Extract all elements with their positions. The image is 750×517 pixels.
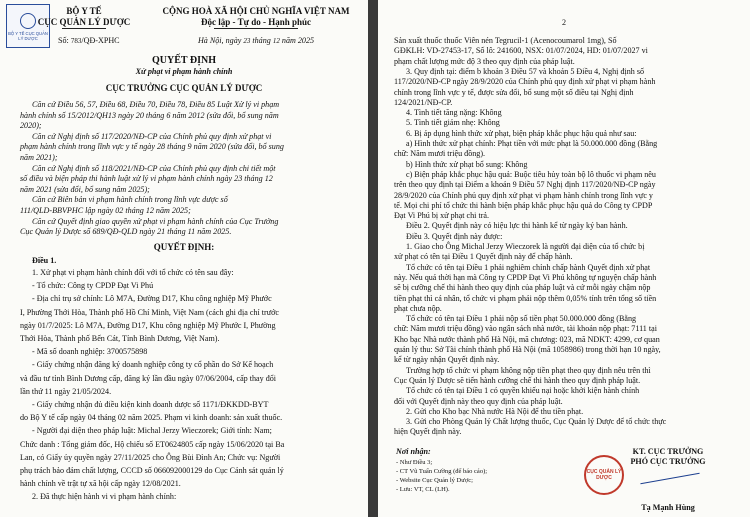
text-line: 117/2020/NĐ-CP ngày 28/9/2020 của Chính phủ quy định xử phạt vi phạm hành xyxy=(394,77,656,87)
text-line: 3. Gửi cho Phòng Quản lý Chất lượng thuốc, Cục Quản lý Dược để tổ chức thực xyxy=(406,417,667,427)
text-line: Thới Hòa, Thành phố Bến Cát, Tỉnh Bình Dương, Việt Nam). xyxy=(20,334,220,343)
document-page-2 xyxy=(378,0,750,517)
text-line: Chức danh : Tổng giám đốc, Hộ chiếu số ET0624805 cấp ngày 15/06/2020 tại Ba xyxy=(20,439,285,449)
text-line: 2020); xyxy=(20,121,42,131)
text-line: kể từ ngày nhận Quyết định này. xyxy=(394,355,500,365)
text-line: 2. Gửi cho Kho bạc Nhà nước Hà Nội để thu tiền phạt. xyxy=(406,406,584,416)
text-line: 6. Bị áp dụng hình thức xử phạt, biện pháp khắc phục hậu quả như sau: xyxy=(406,128,637,138)
text-line: - Như Điều 3; xyxy=(396,459,433,466)
ministry-logo: BỘ Y TẾ CỤC QUẢN LÝ DƯỢC xyxy=(6,4,50,48)
text-line: tế. Mọi chi phí tổ chức thi hành biện pháp khắc phục hậu quả do Công ty CPDP xyxy=(394,200,653,210)
text-line: Cục Quản lý Dược số 689/QĐ-QLD ngày 21 tháng 11 năm 2025. xyxy=(20,227,232,237)
text-line: hành chính số 15/2012/QH13 ngày 20 tháng 6 năm 2012 (sửa đổi, bổ sung năm xyxy=(20,110,279,120)
text-line: ngày 01/7/2025: Lô M7A, Đường D17, Khu công nghiệp Mỹ Phước I, Phường xyxy=(20,320,276,330)
text-line: lần thứ 11 ngày 21/05/2024. xyxy=(20,386,112,396)
national-motto: Độc lập - Tự do - Hạnh phúc xyxy=(200,17,311,27)
text-line: năm 2021); xyxy=(20,153,58,162)
text-line: - Tổ chức: Công ty CPDP Đạt Vi Phú xyxy=(32,281,154,291)
agency-name: CỤC QUẢN LÝ DƯỢC xyxy=(37,17,131,27)
text-line: Trường hợp tổ chức vi phạm không nộp tiền phạt theo quy định nêu trên thì xyxy=(406,365,651,375)
text-line: Căn cứ Biên bản vi phạm hành chính trong lĩnh vực dược số xyxy=(32,195,228,205)
issuing-authority: CỤC TRƯỞNG CỤC QUẢN LÝ DƯỢC xyxy=(105,83,263,93)
text-line: - Người đại diện theo pháp luật: Michal Jerzy Wieczorek; Giới tính: Nam; xyxy=(32,426,272,436)
text-line: a) Hình thức xử phạt chính: Phạt tiền với mức phạt là 50.000.000 đồng (Bằng xyxy=(406,139,658,148)
text-line: hành chính về trật tự xã hội cấp ngày 12/08/2021. xyxy=(20,479,181,489)
text-line: - CT Vũ Tuấn Cường (để báo cáo); xyxy=(396,468,488,475)
text-line: Căn cứ Điều 56, 57, Điều 68, Điều 70, Điều 78, Điều 85 Luật Xử lý vi phạm xyxy=(32,100,280,109)
text-line: phạm chất lượng mức độ 3 theo quy định của pháp luật. xyxy=(394,56,575,66)
text-line: Căn cứ Nghị định số 117/2020/NĐ-CP của Chính phủ quy định xử phạt vi xyxy=(32,131,272,141)
signer-role-1: KT. CỤC TRƯỞNG xyxy=(632,447,704,456)
text-line: - Website Cục Quản lý Dược; xyxy=(396,477,473,484)
text-line: 5. Tình tiết giảm nhẹ: Không xyxy=(406,118,500,128)
text-line: - Mã số doanh nghiệp: 3700575898 xyxy=(32,347,148,357)
text-line: quản lý thu: Sở Tài chính thành phố Hà Nội (mã 1058986) trong thời hạn 10 ngày, xyxy=(394,345,661,354)
text-line: do Bộ Y tế cấp ngày 04 tháng 02 năm 2025. Phạm vi kinh doanh: sản xuất thuốc. xyxy=(20,413,283,423)
decision-heading: QUYẾT ĐỊNH: xyxy=(153,242,215,252)
text-line: xử phạt có tên tại Điều 1 Quyết định này để chấp hành. xyxy=(394,252,573,262)
text-line: - Giấy chứng nhận đăng ký doanh nghiệp công ty cổ phần do Sở Kế hoạch xyxy=(32,360,274,370)
motto-underline xyxy=(214,28,298,29)
text-line: này. Nếu quá thời hạn mà Công ty CPDP Đạt Vi Phú không tự nguyện chấp hành xyxy=(394,272,657,282)
text-line: 3. Quy định tại: điểm b khoản 3 Điều 57 và khoản 5 Điều 4, Nghị định số xyxy=(406,66,645,76)
ministry-name: BỘ Y TẾ xyxy=(66,6,102,16)
document-title: QUYẾT ĐỊNH xyxy=(152,55,216,66)
text-line: Tổ chức có tên tại Điều 1 có quyền khiếu nại hoặc khởi kiện hành chính xyxy=(406,386,640,396)
text-line: phụ trách bảo đảm chất lượng, CCCD số 066092000129 do Cục Cảnh sát quản lý xyxy=(20,466,284,475)
text-line: c) Biện pháp khắc phục hậu quả: Buộc tiêu hủy toàn bộ lô thuốc vi phạm nêu xyxy=(406,169,656,179)
article-1-heading: Điều 1. xyxy=(32,256,57,265)
text-line: GĐKLH: VD-27453-17, Số lô: 241600, NSX: 01/07/2024, HD: 01/07/2027 vi xyxy=(394,46,648,56)
document-number: Số: 783/QĐ-XPHC xyxy=(58,36,120,45)
text-line: - Địa chỉ trụ sở chính: Lô M7A, Đường D17, Khu công nghiệp Mỹ Phước xyxy=(32,294,272,304)
page-number: 2 xyxy=(561,18,567,27)
text-line: Căn cứ Nghị định số 118/2021/NĐ-CP của Chính phủ quy định chi tiết một xyxy=(32,163,276,173)
signature xyxy=(640,473,699,484)
official-seal: CỤC QUẢN LÝ DƯỢC xyxy=(584,455,624,495)
text-line: Căn cứ Quyết định giao quyền xử phạt vi phạm hành chính của Cục Trưởng xyxy=(32,216,279,226)
text-line: Điều 2. Quyết định này có hiệu lực thi hành kể từ ngày ký ban hành. xyxy=(406,221,628,231)
text-line: hiện Quyết định này. xyxy=(394,427,462,437)
text-line: Lan, có Giấy ủy quyền ngày 27/11/2025 cho Ông Bùi Đình An; Chức vụ: Người xyxy=(20,452,281,462)
text-line: trên theo quy định tại Điểm a khoản 9 Điều 57 Nghị định 117/2020/NĐ-CP ngày xyxy=(394,180,656,190)
text-line: tiền phạt thì cá nhân, tổ chức vi phạm phải nộp thêm 0,05% tính trên tổng số tiền xyxy=(394,293,657,303)
recipients-heading: Nơi nhận: xyxy=(396,447,431,456)
text-line: Kho bạc Nhà nước thành phố Hà Nội, mã chương: 023, mã NDKT: 4299, cơ quan xyxy=(394,334,660,344)
text-line: phạm hành chính trong lĩnh vực y tế ngày 28 tháng 9 năm 2020 (sửa đổi, bổ sung xyxy=(20,142,284,152)
text-line: chính trong lĩnh vực y tế, được sửa đổi, bổ sung một số điều tại Nghị định xyxy=(394,87,634,97)
text-line: 111/QLD-BBVPHC lập ngày 02 tháng 12 năm 2025; xyxy=(20,206,191,215)
text-line: sẽ bị cưỡng chế thi hành theo quy định của pháp luật và cứ mỗi ngày chậm nộp xyxy=(394,283,651,293)
text-line: - Giấy chứng nhận đủ điều kiện kinh doanh dược số 1171/ĐKKDD-BYT xyxy=(32,400,269,409)
text-line: chữ: Năm mươi triệu đồng) vào ngân sách nhà nước, tài khoản nộp phạt: 7111 tại xyxy=(394,324,657,334)
text-line: và đầu tư tỉnh Bình Dương cấp, đăng ký lần đầu ngày 07/06/2004, cấp thay đổi xyxy=(20,373,277,383)
text-line: Điều 3. Quyết định này được: xyxy=(406,231,503,241)
text-line: Đạt Vi Phú bị xử phạt chi trả. xyxy=(394,211,490,221)
text-line: 1. Xử phạt vi phạm hành chính đối với tổ chức có tên sau đây: xyxy=(32,268,234,277)
text-line: Sản xuất thuốc thuốc Viên nén Tegrucil-1 (Acenocoumarol 1mg), Số xyxy=(394,36,617,45)
document-page-1 xyxy=(0,0,368,517)
document-date: Hà Nội, ngày 23 tháng 12 năm 2025 xyxy=(197,36,315,45)
text-line: 2. Đã thực hiện hành vi vi phạm hành chính: xyxy=(32,492,177,502)
text-line: 4. Tình tiết tăng nặng: Không xyxy=(406,108,502,118)
text-line: I, Phường Thới Hòa, Thành phố Hồ Chí Minh, Việt Nam (cách ghi địa chỉ trước xyxy=(20,307,279,317)
text-line: 1. Giao cho Ông Michal Jerzy Wieczorek là người đại diện của tổ chức bị xyxy=(406,242,645,251)
text-line: 124/2021/NĐ-CP. xyxy=(394,97,453,107)
text-line: 28/9/2020 của Chính phủ quy định xử phạt vi phạm hành chính trong lĩnh vực y xyxy=(394,190,653,200)
text-line: Tổ chức có tên tại Điều 1 phải nộp số tiền phạt 50.000.000 đồng (Bằng xyxy=(406,314,637,324)
text-line: chữ: Năm mươi triệu đồng). xyxy=(394,149,486,159)
text-line: số điều và biện pháp thi hành luật xử lý vi phạm hành chính ngày 23 tháng 12 xyxy=(20,174,273,184)
text-line: - Lưu: VT, CL (LH). xyxy=(396,486,450,493)
text-line: Tổ chức có tên tại Điều 1 phải nghiêm chỉnh chấp hành Quyết định xử phạt xyxy=(406,262,651,272)
text-line: b) Hình thức xử phạt bổ sung: Không xyxy=(406,159,528,169)
document-subtitle: Xử phạt vi phạm hành chính xyxy=(135,67,233,76)
signer-role-2: PHÓ CỤC TRƯỞNG xyxy=(630,457,706,466)
text-line: đối với Quyết định này theo quy định của pháp luật. xyxy=(394,396,563,406)
text-line: phạt chưa nộp. xyxy=(394,303,442,313)
text-line: năm 2021 (sửa đổi, bổ sung năm 2025); xyxy=(20,184,150,194)
agency-underline xyxy=(62,28,106,29)
signer-name: Tạ Mạnh Hùng xyxy=(641,503,695,512)
text-line: Cục Quản lý Dược sẽ tiến hành cưỡng chế thi hành theo quy định pháp luật. xyxy=(394,375,641,385)
republic-header: CỘNG HOÀ XÃ HỘI CHỦ NGHĨA VIỆT NAM xyxy=(162,6,350,16)
